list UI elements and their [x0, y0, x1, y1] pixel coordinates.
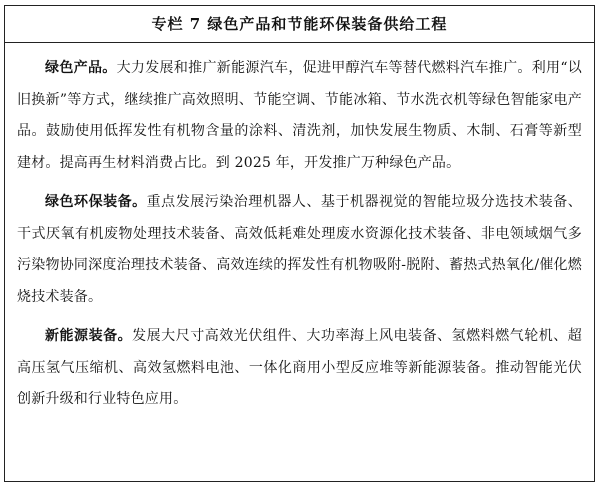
section-text: 发展大尺寸高效光伏组件、大功率海上风电装备、氢燃料燃气轮机、超高压氢气压缩机、高效氢燃料电池、一体化商用小型反应堆等新能源装备。推动智能光伏创新升级和行业特色应用。 — [17, 328, 583, 407]
section-lead: 绿色产品。 — [45, 60, 117, 76]
section-text: 大力发展和推广新能源汽车，促进甲醇汽车等替代燃料汽车推广。利用“以旧换新”等方式，继续推广高效照明、节能空调、节能冰箱、节水洗衣机等绿色智能家电产品。鼓励使用低挥发性有机物含量的涂料、清洗剂，加快发展生物质、木制、石膏等新型建材。提高再生材料消费占比。到 2025 年，开发推广万种绿色产品。 — [17, 60, 582, 171]
box-title: 专栏 7 绿色产品和节能环保装备供给工程 — [5, 6, 594, 43]
section-text: 重点发展污染治理机器人、基于机器视觉的智能垃圾分选技术装备、干式厌氧有机废物处理技术装备、高效低耗难处理废水资源化技术装备、非电领域烟气多污染物协同深度治理技术装备、高效连续的挥发性有机物吸附-脱附、蓄热式热氧化/催化燃烧技术装备。 — [17, 194, 582, 305]
section-green-products — [17, 53, 582, 179]
column-box — [4, 5, 595, 482]
section-green-equipment — [17, 187, 582, 313]
section-lead: 绿色环保装备。 — [45, 194, 147, 210]
section-new-energy-equipment — [17, 321, 582, 416]
box-body — [5, 43, 594, 416]
section-lead: 新能源装备。 — [45, 328, 133, 344]
